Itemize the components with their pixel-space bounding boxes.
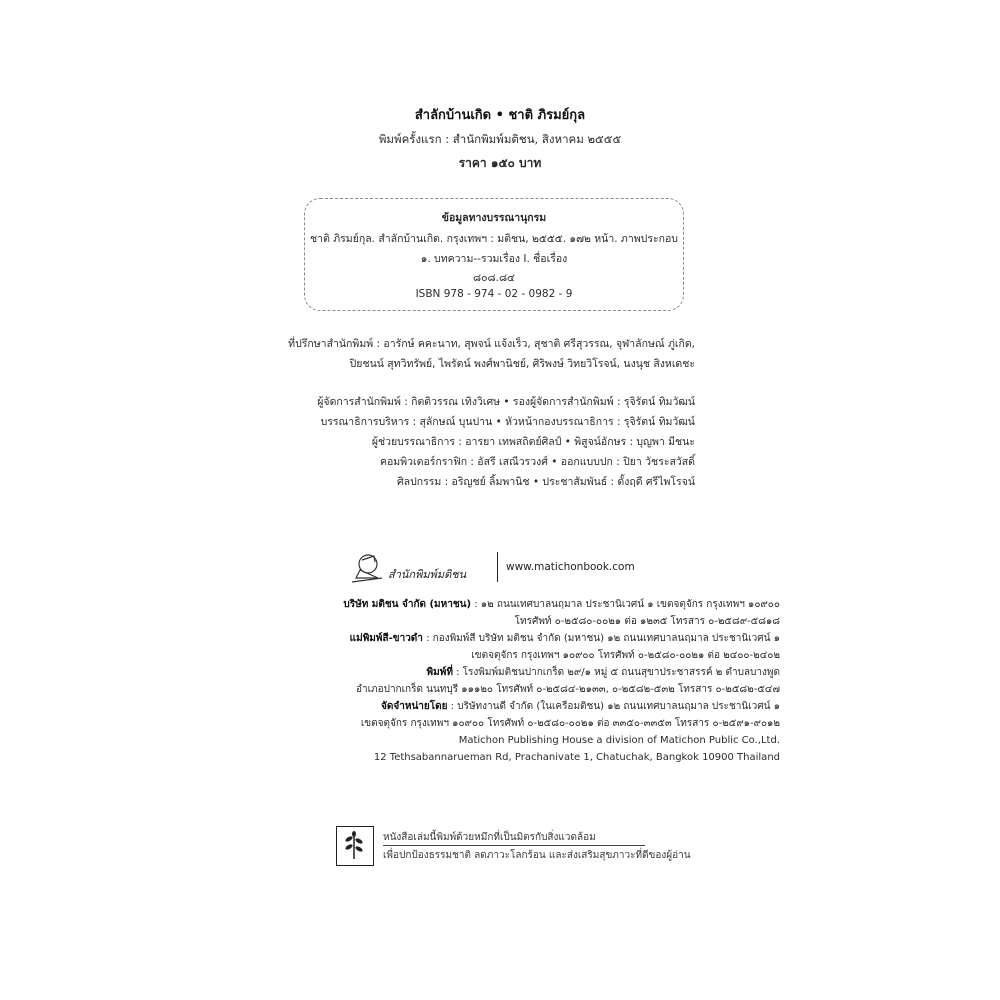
price: ราคา ๑๕๐ บาท <box>458 156 542 170</box>
first-print-info: พิมพ์ครั้งแรก : สำนักพิมพ์มติชน, สิงหาคม ๒๕๕๕ <box>378 132 622 146</box>
cataloging-entry: ชาติ ภิรมย์กุล. สำลักบ้านเกิด. กรุงเทพฯ : มติชน, ๒๕๕๕. ๑๗๒ หน้า. ภาพประกอบ <box>310 233 678 245</box>
matichon-logo <box>348 548 493 588</box>
distributor-line: เขตจตุจักร กรุงเทพฯ ๑๐๙๐๐ โทรศัพท์ ๐-๒๕๘๐-๐๐๒๑ ต่อ ๓๓๕๐-๓๓๕๓ โทรสาร ๐-๒๕๙๑-๙๐๑๒ <box>360 718 780 729</box>
eco-rule <box>383 845 645 846</box>
staff-credit: ผู้จัดการสำนักพิมพ์ : กิตติวรรณ เทิงวิเศษ • รองผู้จัดการสำนักพิมพ์ : รุจิรัตน์ ทิมวัฒน์ <box>317 396 695 408</box>
eco-note: เพื่อปกป้องธรรมชาติ ลดภาวะโลกร้อน และส่งเสริมสุขภาวะที่ดีของผู้อ่าน <box>383 850 691 861</box>
logo-divider <box>497 552 498 582</box>
distributor-line: จัดจำหน่ายโดย : บริษัทงานดี จำกัด (ในเครือมติชน) ๑๒ ถนนเทศบาลนฤมาล ประชานิเวศน์ ๑ <box>381 701 780 712</box>
company-line: โทรศัพท์ ๐-๒๕๘๐-๐๐๒๑ ต่อ ๑๒๓๕ โทรสาร ๐-๒๕๘๙-๕๘๑๘ <box>514 616 780 627</box>
plate-line: เขตจตุจักร กรุงเทพฯ ๑๐๙๐๐ โทรศัพท์ ๐-๒๕๘๐-๐๐๒๑ ต่อ ๒๔๐๐-๒๔๐๒ <box>471 650 780 661</box>
english-address: 12 Tethsabannarueman Rd, Prachanivate 1, Chatuchak, Bangkok 10900 Thailand <box>373 752 780 763</box>
leaf-icon <box>336 826 374 866</box>
publisher-url[interactable]: www.matichonbook.com <box>506 561 635 573</box>
staff-credit: บรรณาธิการบริหาร : สุลักษณ์ บุนปาน • หัวหน้ากองบรรณาธิการ : รุจิรัตน์ ทิมวัฒน์ <box>320 416 695 428</box>
printer-line: อำเภอปากเกร็ด นนทบุรี ๑๑๑๒๐ โทรศัพท์ ๐-๒๕๘๔-๒๑๓๓, ๐-๒๕๘๒-๕๓๒ โทรสาร ๐-๒๕๘๒-๕๔๗ <box>355 684 780 695</box>
staff-credit: ผู้ช่วยบรรณาธิการ : อารยา เทพสถิตย์ศิลป์ • พิสูจน์อักษร : บุญพา มีชนะ <box>371 436 695 448</box>
company-line: บริษัท มติชน จำกัด (มหาชน) : ๑๒ ถนนเทศบาลนฤมาล ประชานิเวศน์ ๑ เขตจตุจักร กรุงเทพฯ ๑๐๙๐๐ <box>343 599 780 610</box>
advisors-line: ปิยชนน์ สุทวิทรัพย์, ไพรัตน์ พงศ์พานิชย์, ศิริพงษ์ วิทยวิโรจน์, นงนุช สิงหเดชะ <box>349 358 695 370</box>
cataloging-subject: ๑. บทความ--รวมเรื่อง I. ชื่อเรื่อง <box>420 253 568 265</box>
english-publisher: Matichon Publishing House a division of Matichon Public Co.,Ltd. <box>458 735 780 746</box>
eco-note: หนังสือเล่มนี้พิมพ์ด้วยหมึกที่เป็นมิตรกับสิ่งแวดล้อม <box>383 832 596 843</box>
staff-credit: คอมพิวเตอร์กราฟิก : อัสรี เสณีวรวงศ์ • ออกแบบปก : ปิยา วัชระสวัสดิ์ <box>379 456 695 468</box>
plate-line: แม่พิมพ์สี-ขาวดำ : กองพิมพ์สี บริษัท มติชน จำกัด (มหาชน) ๑๒ ถนนเทศบาลนฤมาล ประชานิเวศน์ ๑ <box>349 633 780 644</box>
cataloging-heading: ข้อมูลทางบรรณานุกรม <box>441 212 547 224</box>
logo-text: สำนักพิมพ์มติชน <box>388 568 467 581</box>
classification-number: ๘๐๘.๘๔ <box>473 272 515 284</box>
staff-credit: ศิลปกรรม : อริญชย์ ลิ้มพานิช • ประชาสัมพันธ์ : ตั้งฤดี ศรีไพโรจน์ <box>397 476 695 488</box>
printer-line: พิมพ์ที่ : โรงพิมพ์มติชนปากเกร็ด ๒๙/๑ หมู่ ๕ ถนนสุขาประชาสรรค์ ๒ ตำบลบางพูด <box>426 667 780 678</box>
book-title: สำลักบ้านเกิด • ชาติ ภิรมย์กุล <box>414 108 586 123</box>
advisors-line: ที่ปรึกษาสำนักพิมพ์ : อารักษ์ คคะนาท, สุพจน์ แจ้งเร็ว, สุชาติ ศรีสุวรรณ, จุฬาลักษณ์ ภู่เกิด, <box>288 338 695 350</box>
isbn: ISBN 978 - 974 - 02 - 0982 - 9 <box>415 288 573 300</box>
